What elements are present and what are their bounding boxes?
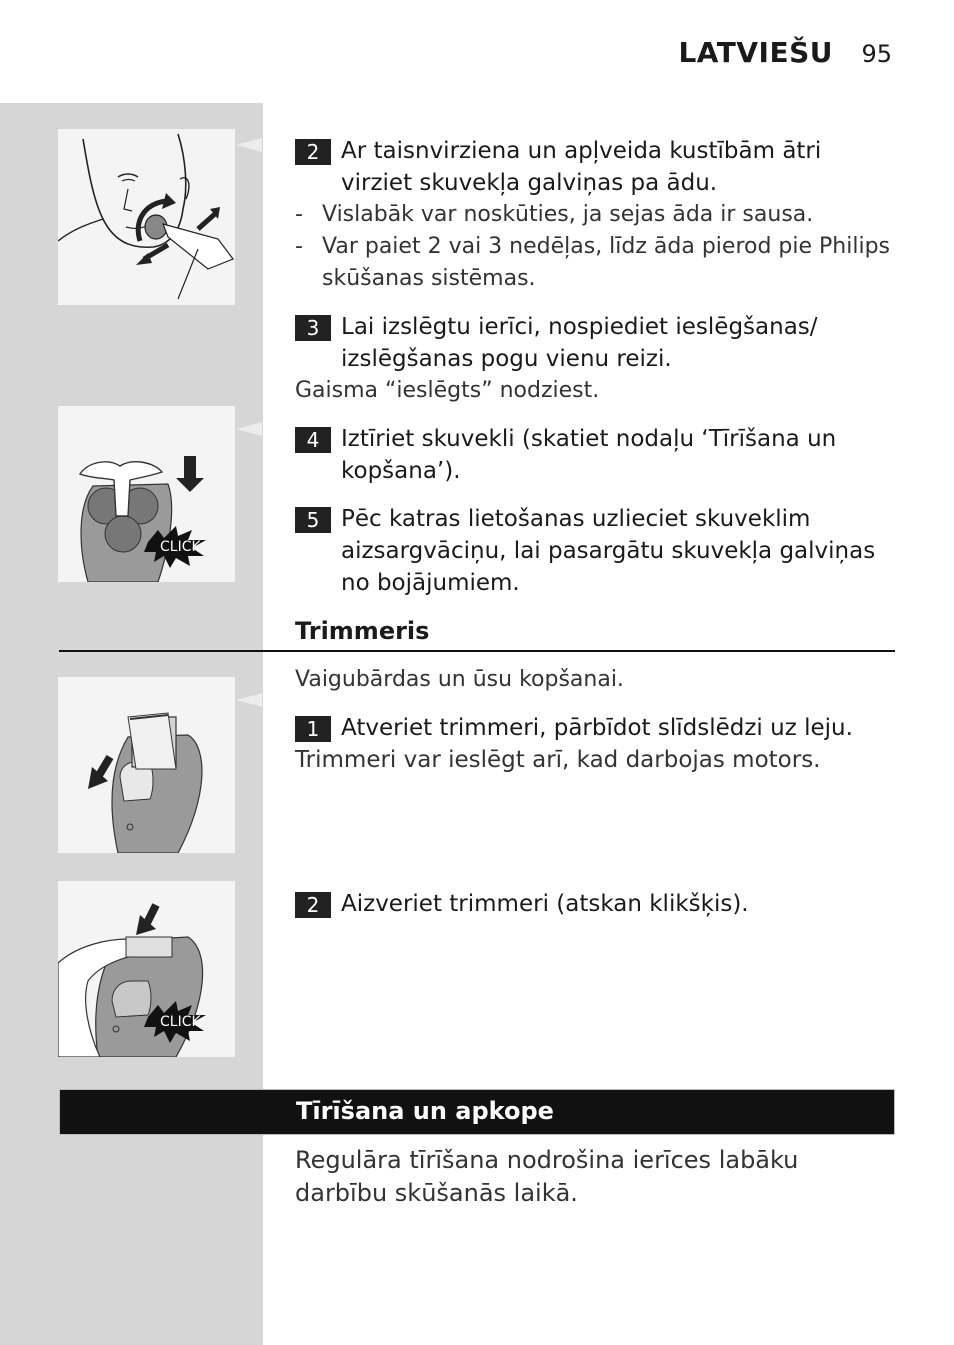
step-text: Atveriet trimmeri, pārbīdot slīdslēdzi uz leju. [341,715,853,741]
trimmer-intro: Vaigubārdas un ūsu kopšanai. [295,667,624,692]
step-3-note: Gaisma “ieslēgts” nodziest. [295,378,600,403]
bullet-item: - Vislabāk var noskūties, ja sejas āda ir sausa. [295,199,895,231]
click-label: CLICK [160,1014,201,1030]
step-3 [295,311,895,375]
step-text: Ar taisnvirziena un apļveida kustībām ātri virziet skuvekļa galviņas pa ādu. [341,138,822,196]
cleaning-intro: Regulāra tīrīšana nodrošina ierīces labāku darbību skūšanās laikā. [295,1146,799,1207]
step-number: 2 [295,892,331,918]
trimmer-heading: Trimmeris [295,617,430,645]
figure-pointer [236,422,262,436]
bullet-text: Vislabāk var noskūties, ja sejas āda ir sausa. [322,202,814,227]
figure-protection-cap [58,406,235,582]
trimmer-step-1-note: Trimmeri var ieslēgt arī, kad darbojas motors. [295,747,821,773]
step-text: Lai izslēgtu ierīci, nospiediet ieslēgšanas/ izslēgšanas pogu vienu reizi. [341,314,818,372]
page-number: 95 [861,40,892,68]
step-number: 2 [295,139,331,165]
figure-face-shaving [58,129,235,305]
step-number: 1 [295,716,331,742]
figure-open-trimmer [58,677,235,853]
cleaning-heading: Tīrīšana un apkope [296,1097,554,1125]
bullet-item: - Var paiet 2 vai 3 nedēļas, līdz āda pierod pie Philips skūšanas sistēmas. [295,231,895,295]
step-5 [295,503,895,599]
step-text: Pēc katras lietošanas uzlieciet skuveklim aizsargvāciņu, lai pasargātu skuvekļa galviņas no bojājumiem. [341,506,876,596]
trimmer-step-1 [295,712,895,744]
click-label: CLICK [160,539,201,555]
step-number: 5 [295,507,331,533]
bullet-text: Var paiet 2 vai 3 nedēļas, līdz āda pierod pie Philips skūšanas sistēmas. [322,234,891,291]
cleaning-heading-bar [59,1089,895,1135]
step-4 [295,423,895,487]
step-number: 4 [295,427,331,453]
step-number: 3 [295,315,331,341]
step-2 [295,135,895,199]
step-text: Iztīriet skuvekli (skatiet nodaļu ‘Tīrīšana un kopšana’). [341,426,837,484]
figure-pointer [236,693,262,707]
figure-pointer [236,138,262,152]
step-text: Aizveriet trimmeri (atskan klikšķis). [341,891,749,917]
trimmer-step-2 [295,888,895,920]
section-divider [59,650,895,652]
figure-close-trimmer [58,881,235,1057]
section-language-title: LATVIEŠU [678,36,833,69]
